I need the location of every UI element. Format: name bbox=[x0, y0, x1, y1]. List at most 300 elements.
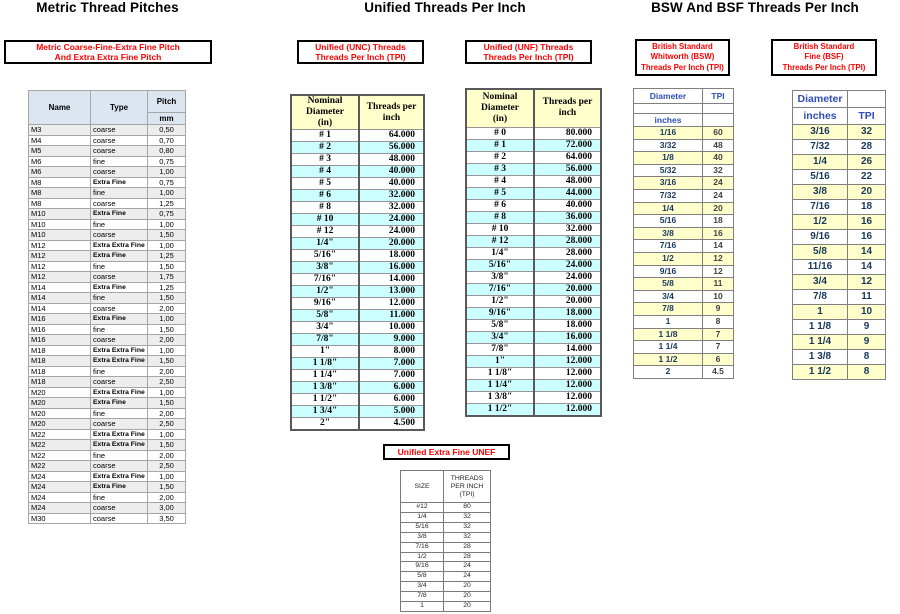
table-cell: 1,00 bbox=[148, 314, 186, 325]
metric-table-body bbox=[29, 125, 186, 524]
table-cell: fine bbox=[91, 219, 148, 230]
table-cell: # 2 bbox=[291, 142, 359, 154]
table-cell: coarse bbox=[91, 230, 148, 241]
table-cell: coarse bbox=[91, 513, 148, 524]
table-cell: 1,50 bbox=[148, 356, 186, 367]
table-row bbox=[466, 307, 601, 319]
table-cell: 16.000 bbox=[534, 331, 601, 343]
table-cell: Extra Extra Fine bbox=[91, 356, 148, 367]
table-cell: 7/16 bbox=[634, 240, 703, 253]
table-row bbox=[291, 298, 424, 310]
table-row bbox=[29, 345, 186, 356]
column-header-pitch-unit: mm bbox=[148, 113, 186, 125]
table-cell: 14 bbox=[848, 245, 886, 260]
table-row bbox=[634, 290, 734, 303]
table-cell: coarse bbox=[91, 272, 148, 283]
table-cell: 9.000 bbox=[359, 334, 424, 346]
table-cell: 1,50 bbox=[148, 324, 186, 335]
header-line: Diameter bbox=[481, 102, 519, 113]
table-row bbox=[466, 199, 601, 211]
table-cell: M3 bbox=[29, 125, 91, 136]
table-cell: 0,75 bbox=[148, 177, 186, 188]
table-row bbox=[29, 335, 186, 346]
table-cell: M12 bbox=[29, 272, 91, 283]
table-cell: Extra Extra Fine bbox=[91, 429, 148, 440]
table-cell: 5/8" bbox=[291, 310, 359, 322]
table-cell: Extra Fine bbox=[91, 314, 148, 325]
table-cell: 2,00 bbox=[148, 408, 186, 419]
table-cell: 4.5 bbox=[703, 366, 734, 379]
table-row bbox=[466, 127, 601, 139]
bsf-threads-table bbox=[792, 90, 886, 380]
table-cell: 9/16 bbox=[401, 562, 444, 572]
table-cell: M22 bbox=[29, 440, 91, 451]
header-line: (TPI) bbox=[459, 490, 475, 498]
column-header-tpi: TPI bbox=[848, 108, 886, 125]
banner-line: And Extra Extra Fine Pitch bbox=[54, 52, 162, 62]
table-cell: 24 bbox=[703, 177, 734, 190]
table-cell: 20.000 bbox=[534, 295, 601, 307]
table-cell: Extra Extra Fine bbox=[91, 471, 148, 482]
table-cell: 48.000 bbox=[359, 154, 424, 166]
table-row bbox=[29, 198, 186, 209]
table-row bbox=[466, 175, 601, 187]
table-row bbox=[634, 303, 734, 316]
table-row bbox=[634, 240, 734, 253]
table-row bbox=[634, 265, 734, 278]
table-cell: M14 bbox=[29, 282, 91, 293]
table-cell: 3,50 bbox=[148, 513, 186, 524]
table-cell: 0,50 bbox=[148, 125, 186, 136]
table-row bbox=[793, 260, 886, 275]
table-row bbox=[29, 461, 186, 472]
table-cell: 18 bbox=[848, 200, 886, 215]
column-header-diameter: Diameter bbox=[634, 89, 703, 104]
table-row bbox=[291, 286, 424, 298]
table-cell: M8 bbox=[29, 188, 91, 199]
table-cell: 9/16" bbox=[291, 298, 359, 310]
table-cell: 5/16 bbox=[401, 522, 444, 532]
table-cell: 48 bbox=[703, 139, 734, 152]
table-row bbox=[793, 170, 886, 185]
table-cell: 20.000 bbox=[534, 283, 601, 295]
table-cell: fine bbox=[91, 492, 148, 503]
table-cell: 56.000 bbox=[534, 163, 601, 175]
bsw-banner bbox=[635, 39, 730, 76]
unf-banner bbox=[465, 40, 592, 64]
table-cell: 64.000 bbox=[359, 130, 424, 142]
table-cell: coarse bbox=[91, 461, 148, 472]
banner-line: British Standard bbox=[793, 41, 855, 51]
unef-table-body bbox=[401, 503, 491, 612]
table-cell: 9 bbox=[848, 320, 886, 335]
table-cell: M6 bbox=[29, 167, 91, 178]
table-row bbox=[793, 365, 886, 380]
table-cell: 72.000 bbox=[534, 139, 601, 151]
table-cell: 60 bbox=[703, 127, 734, 140]
table-cell: M6 bbox=[29, 156, 91, 167]
table-row bbox=[29, 377, 186, 388]
table-cell: 80.000 bbox=[534, 127, 601, 139]
table-cell: 9 bbox=[703, 303, 734, 316]
banner-line: Threads Per Inch (TPI) bbox=[641, 62, 724, 72]
table-cell: 6.000 bbox=[359, 382, 424, 394]
table-cell: 1,00 bbox=[148, 471, 186, 482]
table-row bbox=[793, 275, 886, 290]
table-cell: 3/16 bbox=[793, 125, 848, 140]
table-cell: 1 bbox=[793, 305, 848, 320]
table-cell: 0,75 bbox=[148, 209, 186, 220]
table-cell: 3/4" bbox=[291, 322, 359, 334]
table-cell: 24.000 bbox=[359, 226, 424, 238]
table-row bbox=[29, 167, 186, 178]
table-cell: 7/8 bbox=[793, 290, 848, 305]
table-cell: 1,25 bbox=[148, 251, 186, 262]
table-cell: 3,00 bbox=[148, 503, 186, 514]
table-cell: 1,50 bbox=[148, 293, 186, 304]
unc-threads-table bbox=[290, 94, 425, 431]
table-cell: 11.000 bbox=[359, 310, 424, 322]
table-row bbox=[291, 190, 424, 202]
table-row bbox=[291, 238, 424, 250]
table-row bbox=[29, 261, 186, 272]
header-line: Nominal bbox=[482, 91, 518, 102]
table-cell: 1 1/2 bbox=[793, 365, 848, 380]
table-cell: 24 bbox=[444, 572, 491, 582]
table-cell: Extra Extra Fine bbox=[91, 440, 148, 451]
column-header-name: Name bbox=[29, 91, 91, 125]
table-row bbox=[291, 346, 424, 358]
table-cell: 44.000 bbox=[534, 187, 601, 199]
table-row bbox=[634, 353, 734, 366]
table-cell: 22 bbox=[848, 170, 886, 185]
column-header-diameter: Diameter bbox=[793, 91, 848, 108]
table-row bbox=[29, 419, 186, 430]
table-cell: 18.000 bbox=[359, 250, 424, 262]
table-cell: coarse bbox=[91, 335, 148, 346]
table-cell: 64.000 bbox=[534, 151, 601, 163]
table-cell: 1 3/8" bbox=[466, 391, 534, 403]
banner-line: Threads Per Inch (TPI) bbox=[315, 52, 406, 62]
table-row bbox=[29, 429, 186, 440]
table-cell: 7 bbox=[703, 328, 734, 341]
table-cell: # 8 bbox=[291, 202, 359, 214]
table-cell: 1/2" bbox=[291, 286, 359, 298]
table-cell: M14 bbox=[29, 293, 91, 304]
table-row bbox=[29, 513, 186, 524]
table-row bbox=[401, 532, 491, 542]
banner-line: Threads Per Inch (TPI) bbox=[782, 62, 866, 72]
table-row bbox=[291, 262, 424, 274]
table-cell: 10.000 bbox=[359, 322, 424, 334]
table-row bbox=[466, 247, 601, 259]
table-row bbox=[793, 200, 886, 215]
table-cell: 1/2" bbox=[466, 295, 534, 307]
table-row bbox=[634, 152, 734, 165]
table-row bbox=[634, 127, 734, 140]
table-cell: 40.000 bbox=[359, 178, 424, 190]
bsw-threads-table bbox=[633, 88, 734, 379]
table-cell: 5.000 bbox=[359, 406, 424, 418]
table-cell: M24 bbox=[29, 492, 91, 503]
table-cell: M16 bbox=[29, 335, 91, 346]
table-cell: 1 1/8 bbox=[634, 328, 703, 341]
table-cell: 1 3/8 bbox=[793, 350, 848, 365]
table-cell: Extra Extra Fine bbox=[91, 345, 148, 356]
table-row bbox=[466, 355, 601, 367]
table-cell: coarse bbox=[91, 135, 148, 146]
table-row bbox=[634, 278, 734, 291]
table-cell: fine bbox=[91, 366, 148, 377]
table-cell: 40.000 bbox=[534, 199, 601, 211]
table-cell: 9/16 bbox=[793, 230, 848, 245]
unified-section-title: Unified Threads Per Inch bbox=[364, 0, 526, 15]
table-row bbox=[793, 140, 886, 155]
table-cell: 1/2 bbox=[793, 215, 848, 230]
table-cell: 2,00 bbox=[148, 492, 186, 503]
table-cell: M14 bbox=[29, 303, 91, 314]
column-header-threads-per-inch bbox=[359, 95, 424, 130]
column-header-threads-per-inch bbox=[534, 89, 601, 127]
table-cell: 8 bbox=[848, 365, 886, 380]
column-header-threads-per-inch bbox=[444, 471, 491, 503]
column-header-tpi: TPI bbox=[703, 89, 734, 104]
table-cell: 16.000 bbox=[359, 262, 424, 274]
table-cell: 28 bbox=[444, 552, 491, 562]
table-cell: M24 bbox=[29, 471, 91, 482]
table-row bbox=[793, 230, 886, 245]
table-cell: 1,00 bbox=[148, 167, 186, 178]
table-cell: 6.000 bbox=[359, 394, 424, 406]
table-cell: 56.000 bbox=[359, 142, 424, 154]
table-cell: 2,50 bbox=[148, 419, 186, 430]
unf-threads-table bbox=[465, 88, 602, 417]
table-cell: 2,00 bbox=[148, 366, 186, 377]
unf-table-header bbox=[466, 89, 601, 127]
table-row bbox=[634, 252, 734, 265]
header-spacer-cell bbox=[703, 114, 734, 127]
header-line: Threads per bbox=[542, 97, 593, 108]
table-cell: 7/16" bbox=[291, 274, 359, 286]
table-cell: M22 bbox=[29, 450, 91, 461]
unc-banner bbox=[297, 40, 424, 64]
table-cell: M18 bbox=[29, 356, 91, 367]
table-cell: 1 1/2" bbox=[291, 394, 359, 406]
table-cell: coarse bbox=[91, 198, 148, 209]
table-cell: 24 bbox=[444, 562, 491, 572]
table-row bbox=[466, 163, 601, 175]
table-row bbox=[29, 398, 186, 409]
table-cell: 12.000 bbox=[359, 298, 424, 310]
table-cell: 1/2 bbox=[401, 552, 444, 562]
unc-table-body bbox=[291, 130, 424, 431]
table-cell: 14 bbox=[703, 240, 734, 253]
table-cell: 0,75 bbox=[148, 156, 186, 167]
table-cell: 1,50 bbox=[148, 261, 186, 272]
table-cell: # 10 bbox=[466, 223, 534, 235]
table-cell: 1 1/8 bbox=[793, 320, 848, 335]
table-cell: 1 bbox=[401, 602, 444, 612]
table-cell: M20 bbox=[29, 387, 91, 398]
table-cell: coarse bbox=[91, 503, 148, 514]
table-row bbox=[401, 522, 491, 532]
table-cell: 1,00 bbox=[148, 188, 186, 199]
table-row bbox=[401, 542, 491, 552]
table-cell: M8 bbox=[29, 177, 91, 188]
table-cell: 1,00 bbox=[148, 345, 186, 356]
column-header-pitch: Pitch bbox=[148, 91, 186, 113]
table-cell: M5 bbox=[29, 146, 91, 157]
table-row bbox=[634, 139, 734, 152]
header-line: Diameter bbox=[306, 107, 344, 117]
table-cell: # 4 bbox=[291, 166, 359, 178]
table-cell: M10 bbox=[29, 219, 91, 230]
table-row bbox=[29, 314, 186, 325]
table-cell: 7/8 bbox=[401, 592, 444, 602]
table-cell: # 6 bbox=[466, 199, 534, 211]
unef-table-header bbox=[401, 471, 491, 503]
table-row bbox=[29, 177, 186, 188]
bsw-table-body bbox=[634, 127, 734, 379]
table-cell: 28.000 bbox=[534, 235, 601, 247]
table-row bbox=[466, 259, 601, 271]
table-cell: 5/8 bbox=[793, 245, 848, 260]
table-row bbox=[793, 245, 886, 260]
table-cell: 7/16 bbox=[401, 542, 444, 552]
banner-line: Fine (BSF) bbox=[804, 52, 844, 62]
table-cell: 1,25 bbox=[148, 198, 186, 209]
table-cell: 1,25 bbox=[148, 282, 186, 293]
table-cell: 14 bbox=[848, 260, 886, 275]
table-row bbox=[634, 177, 734, 190]
table-cell: 2,00 bbox=[148, 335, 186, 346]
table-cell: 1/4" bbox=[291, 238, 359, 250]
table-cell: 1 1/4 bbox=[634, 341, 703, 354]
banner-line: British Standard bbox=[652, 41, 713, 51]
table-row bbox=[291, 202, 424, 214]
table-cell: 1 1/2" bbox=[466, 403, 534, 416]
table-cell: 9/16 bbox=[634, 265, 703, 278]
table-row bbox=[291, 274, 424, 286]
table-cell: 32.000 bbox=[534, 223, 601, 235]
table-cell: 20 bbox=[444, 582, 491, 592]
table-cell: 13.000 bbox=[359, 286, 424, 298]
table-row bbox=[466, 271, 601, 283]
table-row bbox=[401, 512, 491, 522]
metric-banner bbox=[4, 40, 212, 64]
header-line: (in) bbox=[492, 113, 508, 124]
table-row bbox=[634, 315, 734, 328]
table-cell: 5/8 bbox=[401, 572, 444, 582]
table-cell: 1/4 bbox=[634, 202, 703, 215]
table-row bbox=[634, 215, 734, 228]
table-cell: fine bbox=[91, 261, 148, 272]
table-cell: 9 bbox=[848, 335, 886, 350]
table-row bbox=[466, 187, 601, 199]
table-row bbox=[291, 226, 424, 238]
table-row bbox=[401, 572, 491, 582]
table-cell: 7/16 bbox=[793, 200, 848, 215]
table-cell: fine bbox=[91, 188, 148, 199]
table-row bbox=[291, 418, 424, 431]
table-cell: 1,50 bbox=[148, 230, 186, 241]
table-cell: 9/16" bbox=[466, 307, 534, 319]
table-cell: Extra Fine bbox=[91, 282, 148, 293]
table-cell: M10 bbox=[29, 230, 91, 241]
table-cell: 20 bbox=[444, 602, 491, 612]
table-cell: 3/4" bbox=[466, 331, 534, 343]
table-cell: 32.000 bbox=[359, 202, 424, 214]
table-cell: M20 bbox=[29, 419, 91, 430]
table-cell: 2,00 bbox=[148, 303, 186, 314]
metric-table-header bbox=[29, 91, 186, 125]
table-cell: 10 bbox=[848, 305, 886, 320]
table-row bbox=[793, 155, 886, 170]
unef-banner bbox=[383, 444, 510, 460]
table-cell: M12 bbox=[29, 240, 91, 251]
table-cell: 16 bbox=[848, 230, 886, 245]
table-cell: 10 bbox=[703, 290, 734, 303]
banner-line: Whitworth (BSW) bbox=[650, 52, 715, 62]
table-row bbox=[29, 251, 186, 262]
table-cell: Extra Extra Fine bbox=[91, 240, 148, 251]
table-cell: 5/32 bbox=[634, 164, 703, 177]
table-cell: M10 bbox=[29, 209, 91, 220]
table-row bbox=[291, 406, 424, 418]
bsf-banner bbox=[771, 39, 877, 76]
table-row bbox=[29, 450, 186, 461]
table-cell: 24 bbox=[703, 189, 734, 202]
table-cell: 3/4 bbox=[793, 275, 848, 290]
table-cell: 1" bbox=[291, 346, 359, 358]
table-row bbox=[29, 293, 186, 304]
header-line: inch bbox=[382, 112, 401, 123]
table-cell: 1 1/4" bbox=[466, 379, 534, 391]
column-header-unit: inches bbox=[793, 108, 848, 125]
table-row bbox=[401, 562, 491, 572]
banner-line: Threads Per Inch (TPI) bbox=[483, 52, 574, 62]
table-row bbox=[29, 366, 186, 377]
table-cell: # 12 bbox=[466, 235, 534, 247]
table-row bbox=[29, 303, 186, 314]
table-cell: # 0 bbox=[466, 127, 534, 139]
table-cell: M12 bbox=[29, 251, 91, 262]
table-cell: coarse bbox=[91, 303, 148, 314]
header-line: (in) bbox=[317, 118, 333, 128]
table-cell: 3/8" bbox=[466, 271, 534, 283]
table-cell: 12.000 bbox=[534, 367, 601, 379]
table-cell: 3/8" bbox=[291, 262, 359, 274]
table-cell: # 1 bbox=[466, 139, 534, 151]
table-row bbox=[466, 151, 601, 163]
table-cell: Extra Fine bbox=[91, 177, 148, 188]
table-row bbox=[29, 230, 186, 241]
table-cell: 16 bbox=[703, 227, 734, 240]
table-cell: 1 1/8" bbox=[466, 367, 534, 379]
table-row bbox=[291, 250, 424, 262]
table-row bbox=[401, 592, 491, 602]
table-cell: M18 bbox=[29, 377, 91, 388]
table-row bbox=[466, 343, 601, 355]
table-row bbox=[466, 223, 601, 235]
table-cell: 8.000 bbox=[359, 346, 424, 358]
table-cell: 1/16 bbox=[634, 127, 703, 140]
table-cell: M22 bbox=[29, 429, 91, 440]
table-cell: 11/16 bbox=[793, 260, 848, 275]
header-line: inch bbox=[558, 108, 577, 119]
table-cell: 16 bbox=[848, 215, 886, 230]
table-row bbox=[793, 305, 886, 320]
